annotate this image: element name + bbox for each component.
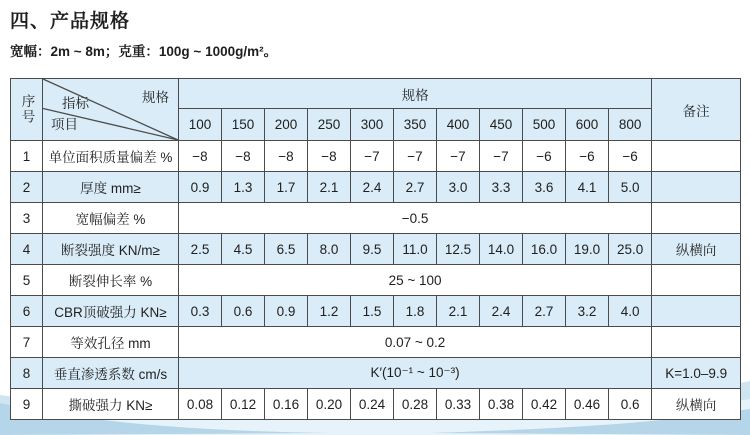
spec-value-cell: −6 [609,141,652,172]
remark-cell: 纵横向 [652,234,741,265]
merged-value-cell: 25 ~ 100 [179,265,652,296]
spec-value-cell: −8 [308,141,351,172]
spec-value-cell: 0.9 [265,296,308,327]
spec-value-cell: 2.4 [480,296,523,327]
spec-value-cell: −7 [351,141,394,172]
spec-value-cell: 0.20 [308,389,351,420]
spec-value-cell: 3.0 [437,172,480,203]
row-label-cell: 单位面积质量偏差 % [43,141,179,172]
table-row [11,203,741,234]
spec-value-cell: 0.24 [351,389,394,420]
spec-col-header: 350 [394,109,437,141]
spec-range-subtitle: 宽幅：2m ~ 8m；克重：100g ~ 1000g/m²。 [10,44,278,59]
spec-value-cell: 0.42 [523,389,566,420]
table-row [11,172,741,203]
spec-value-cell: 4.0 [609,296,652,327]
spec-value-cell: 0.6 [609,389,652,420]
corner-label-spec: 规格 [142,90,169,105]
spec-value-cell: 1.5 [351,296,394,327]
corner-label-index: 指标 [62,96,89,111]
spec-value-cell: 1.3 [222,172,265,203]
table-row [11,296,741,327]
row-number-cell: 5 [11,265,43,296]
spec-value-cell: 0.38 [480,389,523,420]
spec-table-wrap [10,78,741,420]
spec-value-cell: −6 [523,141,566,172]
spec-value-cell: 0.9 [179,172,222,203]
spec-value-cell: 1.8 [394,296,437,327]
spec-value-cell: 19.0 [566,234,609,265]
spec-value-cell: 0.46 [566,389,609,420]
spec-value-cell: −7 [480,141,523,172]
spec-value-cell: 9.5 [351,234,394,265]
spec-value-cell: 2.7 [523,296,566,327]
spec-value-cell: 3.3 [480,172,523,203]
table-row [11,234,741,265]
row-label-cell: 断裂伸长率 % [43,265,179,296]
spec-value-cell: 11.0 [394,234,437,265]
table-row [11,389,741,420]
spec-value-cell: 4.1 [566,172,609,203]
spec-col-header: 300 [351,109,394,141]
spec-value-cell: −7 [394,141,437,172]
spec-value-cell: −8 [265,141,308,172]
spec-col-header: 400 [437,109,480,141]
spec-value-cell: 2.1 [437,296,480,327]
spec-col-header: 500 [523,109,566,141]
spec-col-header: 100 [179,109,222,141]
row-label-cell: 厚度 mm≥ [43,172,179,203]
remark-cell: 纵横向 [652,389,741,420]
row-label-cell: 宽幅偏差 % [43,203,179,234]
spec-col-header: 800 [609,109,652,141]
row-number-cell: 4 [11,234,43,265]
spec-value-cell: 8.0 [308,234,351,265]
spec-value-cell: 0.12 [222,389,265,420]
spec-value-cell: 2.7 [394,172,437,203]
spec-value-cell: 6.5 [265,234,308,265]
spec-value-cell: 1.7 [265,172,308,203]
spec-value-cell: 0.08 [179,389,222,420]
row-number-cell: 3 [11,203,43,234]
spec-value-cell: −8 [222,141,265,172]
spec-value-cell: 3.6 [523,172,566,203]
spec-value-cell: −7 [437,141,480,172]
remark-cell [652,296,741,327]
row-label-cell: 撕破强力 KN≥ [43,389,179,420]
merged-value-cell: K′(10⁻¹ ~ 10⁻³) [179,358,652,389]
row-label-cell: 垂直渗透系数 cm/s [43,358,179,389]
row-number-cell: 8 [11,358,43,389]
spec-value-cell: 1.2 [308,296,351,327]
remark-cell [652,172,741,203]
row-number-cell: 1 [11,141,43,172]
spec-value-cell: 0.16 [265,389,308,420]
product-spec-table [10,78,741,420]
spec-col-header: 150 [222,109,265,141]
corner-label-item: 项目 [51,117,78,132]
spec-group-header: 规格 [179,79,652,109]
spec-value-cell: 3.2 [566,296,609,327]
spec-col-header: 250 [308,109,351,141]
page-title: 四、产品规格 [10,11,131,32]
row-label-cell: 断裂强度 KN/m≥ [43,234,179,265]
seq-column-header: 序号 [11,79,43,141]
spec-value-cell: 5.0 [609,172,652,203]
spec-value-cell: 25.0 [609,234,652,265]
spec-value-cell: 2.5 [179,234,222,265]
table-row [11,327,741,358]
spec-value-cell: 12.5 [437,234,480,265]
row-number-cell: 2 [11,172,43,203]
row-number-cell: 9 [11,389,43,420]
spec-col-header: 600 [566,109,609,141]
spec-value-cell: 14.0 [480,234,523,265]
spec-value-cell: −6 [566,141,609,172]
diagonal-corner-cell [43,79,179,141]
row-label-cell: CBR顶破强力 KN≥ [43,296,179,327]
spec-value-cell: 0.6 [222,296,265,327]
row-number-cell: 6 [11,296,43,327]
spec-value-cell: 0.28 [394,389,437,420]
remark-column-header: 备注 [652,79,741,141]
spec-col-header: 450 [480,109,523,141]
table-row [11,265,741,296]
spec-value-cell: 16.0 [523,234,566,265]
spec-table-body [11,141,741,420]
spec-value-cell: −8 [179,141,222,172]
row-label-cell: 等效孔径 mm [43,327,179,358]
row-number-cell: 7 [11,327,43,358]
remark-cell [652,265,741,296]
spec-value-cell: 0.33 [437,389,480,420]
spec-value-cell: 0.3 [179,296,222,327]
remark-cell [652,141,741,172]
spec-value-cell: 2.1 [308,172,351,203]
remark-cell [652,203,741,234]
merged-value-cell: −0.5 [179,203,652,234]
spec-value-cell: 2.4 [351,172,394,203]
spec-col-header: 200 [265,109,308,141]
table-row [11,141,741,172]
table-row [11,358,741,389]
remark-cell [652,327,741,358]
spec-value-cell: 4.5 [222,234,265,265]
merged-value-cell: 0.07 ~ 0.2 [179,327,652,358]
remark-cell: K=1.0–9.9 [652,358,741,389]
